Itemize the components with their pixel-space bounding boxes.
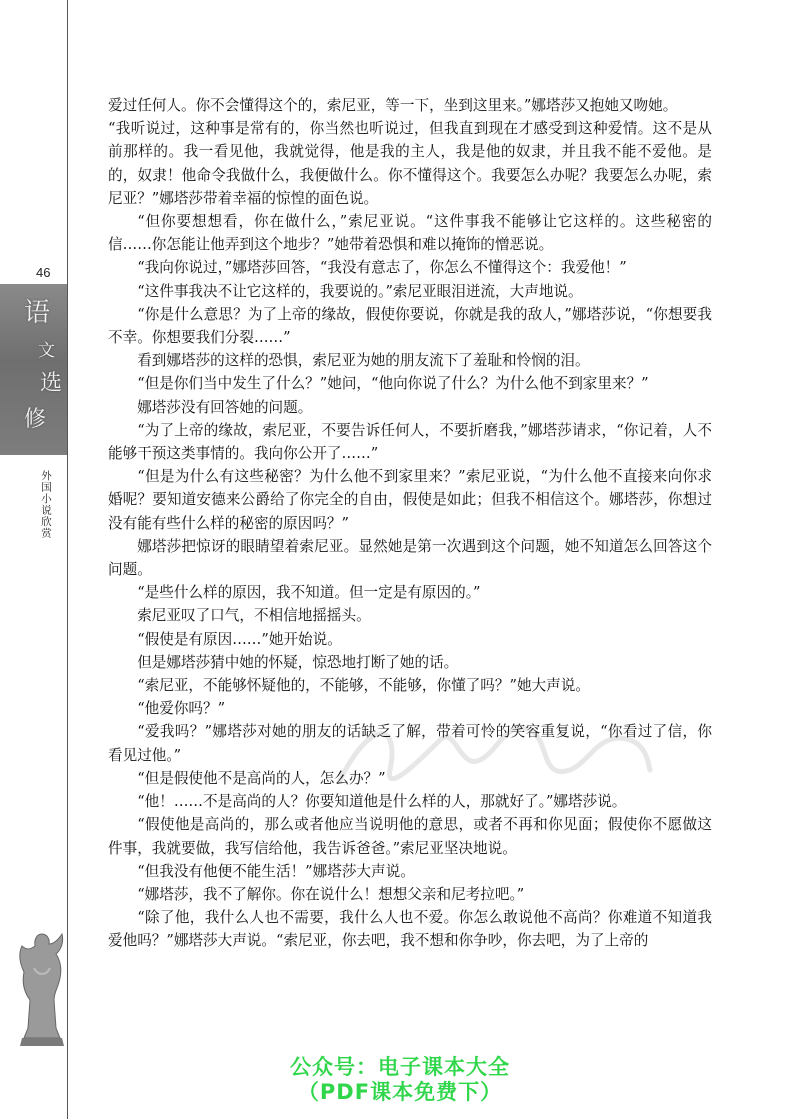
body-paragraph: 索尼亚叹了口气，不相信地摇摇头。 [137,607,371,625]
series-tab-char: 选 [40,371,63,396]
series-tab-char: 语 [24,298,51,328]
body-paragraph: “但是为什么有这些秘密？为什么他不到家里来？”索尼亚说，“为什么他不直接来向你求婚呢？要知道安德来公爵给了你完全的自由，假使是如此；但我不相信这个。娜塔莎，你想过没有能有些什么样的秘密的原因吗？” [108,468,712,532]
body-paragraph: 娜塔莎把惊讶的眼睛望着索尼亚。显然她是第一次遇到这个问题，她不知道怎么回答这个问题。 [108,537,712,579]
body-paragraph: “他爱你吗？” [137,700,226,718]
statue-decoration-icon [14,928,70,1048]
body-paragraph: 爱过任何人。你不会懂得这个的，索尼亚，等一下，坐到这里来。”娜塔莎又抱她又吻她。 [108,97,678,114]
series-tab-char: 修 [24,407,47,432]
body-paragraph: “你是什么意思？为了上帝的缘故，假使你要说，你就是我的敌人，”娜塔莎说，“你想要我不幸。你想要我们分裂……” [108,305,712,347]
footer-promo-line-1: 公众号：电子课本大全 [290,1055,510,1079]
page-number: 46 [36,265,51,280]
series-tab-char: 文 [38,341,55,361]
body-paragraph: “假使是有原因……”她开始说。 [137,630,342,648]
body-paragraph: “但我没有他便不能生活！”娜塔莎大声说。 [137,862,415,880]
body-paragraph: “爱我吗？”娜塔莎对她的朋友的话缺乏了解，带着可怜的笑容重复说，“你看过了信，你看见过他。” [108,723,712,764]
body-paragraph: “索尼亚，不能够怀疑他的，不能够，不能够，你懂了吗？”她大声说。 [137,677,590,695]
body-paragraph: “假使他是高尚的，那么或者他应当说明他的意思，或者不再和你见面；假使你不愿做这件事，我就要做，我写信给他，我告诉爸爸。”索尼亚坚决地说。 [108,816,712,857]
article-body [108,94,712,953]
body-paragraph: “是些什么样的原因，我不知道。但一定是有原因的。” [137,584,481,602]
body-paragraph: 娜塔莎没有回答她的问题。 [137,398,313,416]
body-paragraph: “但是你们当中发生了什么？”她问，“他向你说了什么？为什么他不到家里来？” [137,375,649,393]
body-paragraph: “我听说过，这种事是常有的，你当然也听说过，但我直到现在才感受到这种爱情。这不是从前那样的。我一看见他，我就觉得，他是我的主人，我是他的奴隶，并且我不能不爱他。是的，奴隶！他命令我做什么，我便做什么。你不懂得这个。我要怎么办呢？我要怎么办呢，索尼亚？”娜塔莎带着幸福的惊惶的面色说。 [108,120,712,207]
body-paragraph: “他！……不是高尚的人？你要知道他是什么样的人，那就好了。”娜塔莎说。 [137,793,627,811]
footer-promo-line-2: （PDF课本免费下） [297,1080,503,1104]
body-paragraph: “为了上帝的缘故，索尼亚，不要告诉任何人，不要折磨我，”娜塔莎请求，“你记着，人不能够干预这类事情的。我向你公开了……” [108,421,712,463]
body-paragraph: “除了他，我什么人也不需要，我什么人也不爱。你怎么敢说他不高尚？你难道不知道我爱他吗？”娜塔莎大声说。“索尼亚，你去吧，我不想和你争吵，你去吧，为了上帝的 [108,909,712,950]
body-paragraph: “但你要想想看，你在做什么，”索尼亚说。“这件事我不能够让它这样的。这些秘密的信……你怎能让他弄到这个地步？”她带着恐惧和难以掩饰的憎恶说。 [108,213,712,254]
body-paragraph: 看到娜塔莎的这样的恐惧，索尼亚为她的朋友流下了羞耻和怜悯的泪。 [137,352,590,370]
body-paragraph: 但是娜塔莎猜中她的怀疑，惊恐地打断了她的话。 [137,653,459,671]
body-paragraph: “娜塔莎，我不了解你。你在说什么！想想父亲和尼考拉吧。” [137,885,525,903]
series-tab [0,284,67,455]
vertical-subtitle: 外国小说欣赏 [40,470,52,539]
body-paragraph: “我向你说过，”娜塔莎回答，“我没有意志了，你怎么不懂得这个：我爱他！” [137,259,627,277]
body-paragraph: “这件事我决不让它这样的，我要说的。”索尼亚眼泪迸流，大声地说。 [137,282,583,300]
body-paragraph: “但是假使他不是高尚的人，怎么办？” [137,769,386,787]
